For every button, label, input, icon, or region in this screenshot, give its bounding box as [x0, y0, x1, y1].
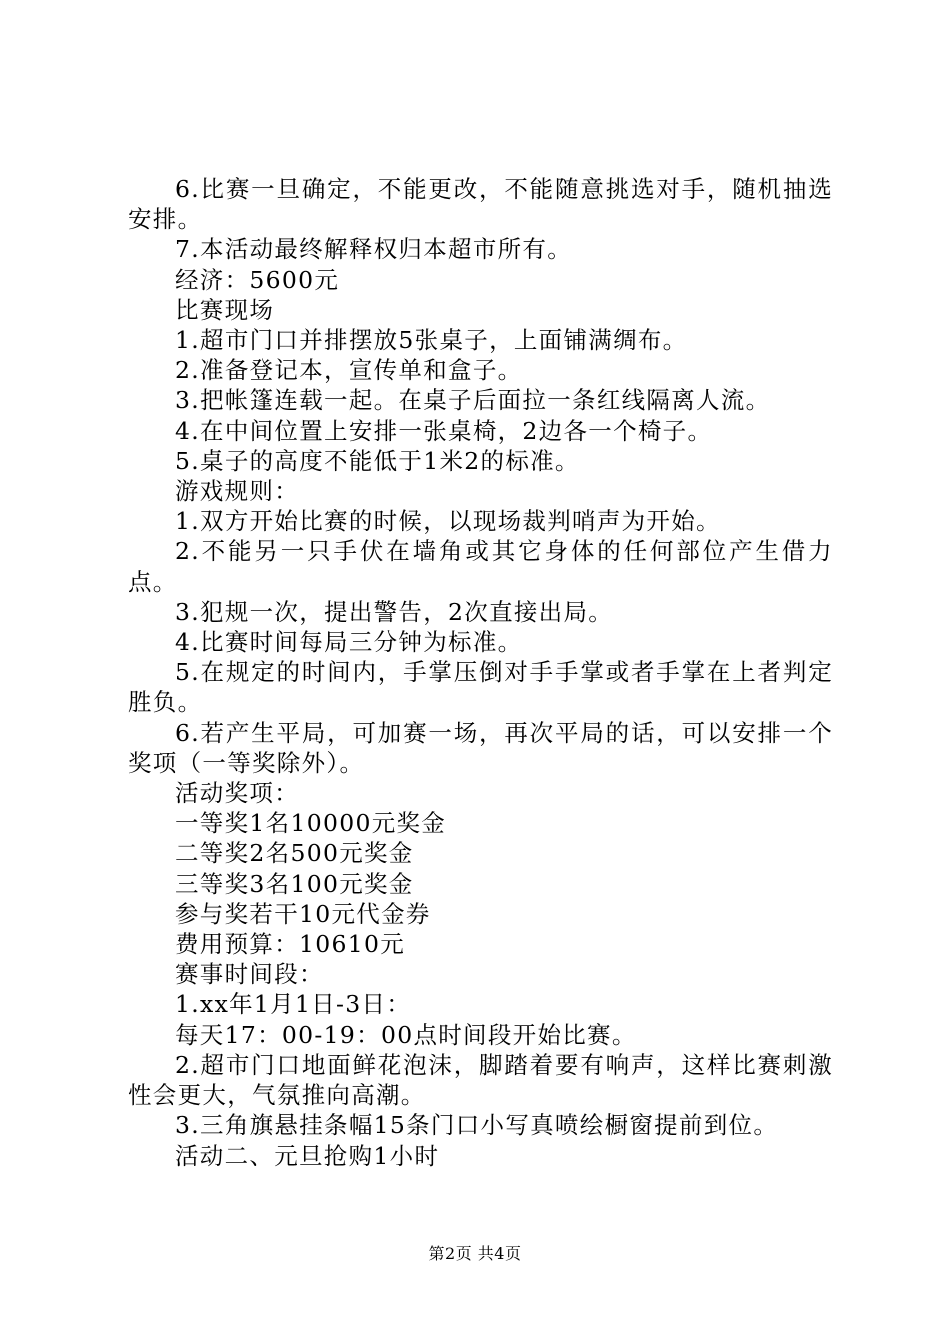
paragraph: 4.比赛时间每局三分钟为标准。 [175, 628, 523, 657]
section-heading: 游戏规则： [175, 477, 299, 506]
paragraph: 6.若产生平局，可加赛一场，再次平局的话，可以安排一个奖项（一等奖除外）。 [128, 718, 833, 777]
paragraph: 参与奖若干10元代金券 [175, 899, 431, 928]
paragraph: 每天17：00-19：00点时间段开始比赛。 [175, 1020, 637, 1049]
paragraph: 5.桌子的高度不能低于1米2的标准。 [175, 446, 580, 475]
paragraph: 三等奖3名100元奖金 [175, 869, 414, 898]
section-heading: 比赛现场 [175, 295, 275, 324]
section-heading: 活动奖项： [175, 779, 299, 808]
paragraph: 3.三角旗悬挂条幅15条门口小写真喷绘橱窗提前到位。 [175, 1111, 779, 1140]
paragraph: 2.超市门口地面鲜花泡沫，脚踏着要有响声，这样比赛刺激性会更大，气氛推向高潮。 [128, 1050, 833, 1110]
paragraph: 1.双方开始比赛的时候，以现场裁判哨声为开始。 [175, 507, 721, 536]
paragraph: 4.在中间位置上安排一张桌椅，2边各一个椅子。 [175, 416, 713, 445]
document-body [128, 174, 833, 1171]
section-heading: 活动二、元旦抢购1小时 [175, 1141, 440, 1170]
paragraph: 2.不能另一只手伏在墙角或其它身体的任何部位产生借力点。 [128, 537, 833, 596]
paragraph: 7.本活动最终解释权归本超市所有。 [175, 235, 573, 264]
paragraph: 6.比赛一旦确定，不能更改，不能随意挑选对手，随机抽选安排。 [128, 175, 833, 234]
paragraph: 1.超市门口并排摆放5张桌子，上面铺满绸布。 [175, 326, 688, 355]
paragraph: 一等奖1名10000元奖金 [175, 809, 447, 838]
paragraph: 5.在规定的时间内，手掌压倒对手手掌或者手掌在上者判定胜负。 [128, 658, 833, 717]
paragraph: 3.犯规一次，提出警告，2次直接出局。 [175, 597, 614, 626]
paragraph: 2.准备登记本，宣传单和盒子。 [175, 356, 523, 385]
paragraph: 费用预算：10610元 [175, 930, 406, 959]
paragraph: 3.把帐篷连载一起。在桌子后面拉一条红线隔离人流。 [175, 386, 771, 415]
page-number-label: 第2页 共4页 [428, 1244, 522, 1263]
paragraph: 1.xx年1月1日-3日： [175, 990, 412, 1019]
paragraph: 经济：5600元 [175, 265, 340, 294]
paragraph: 二等奖2名500元奖金 [175, 839, 414, 868]
page-footer [0, 1244, 950, 1264]
section-heading: 赛事时间段： [175, 960, 324, 989]
